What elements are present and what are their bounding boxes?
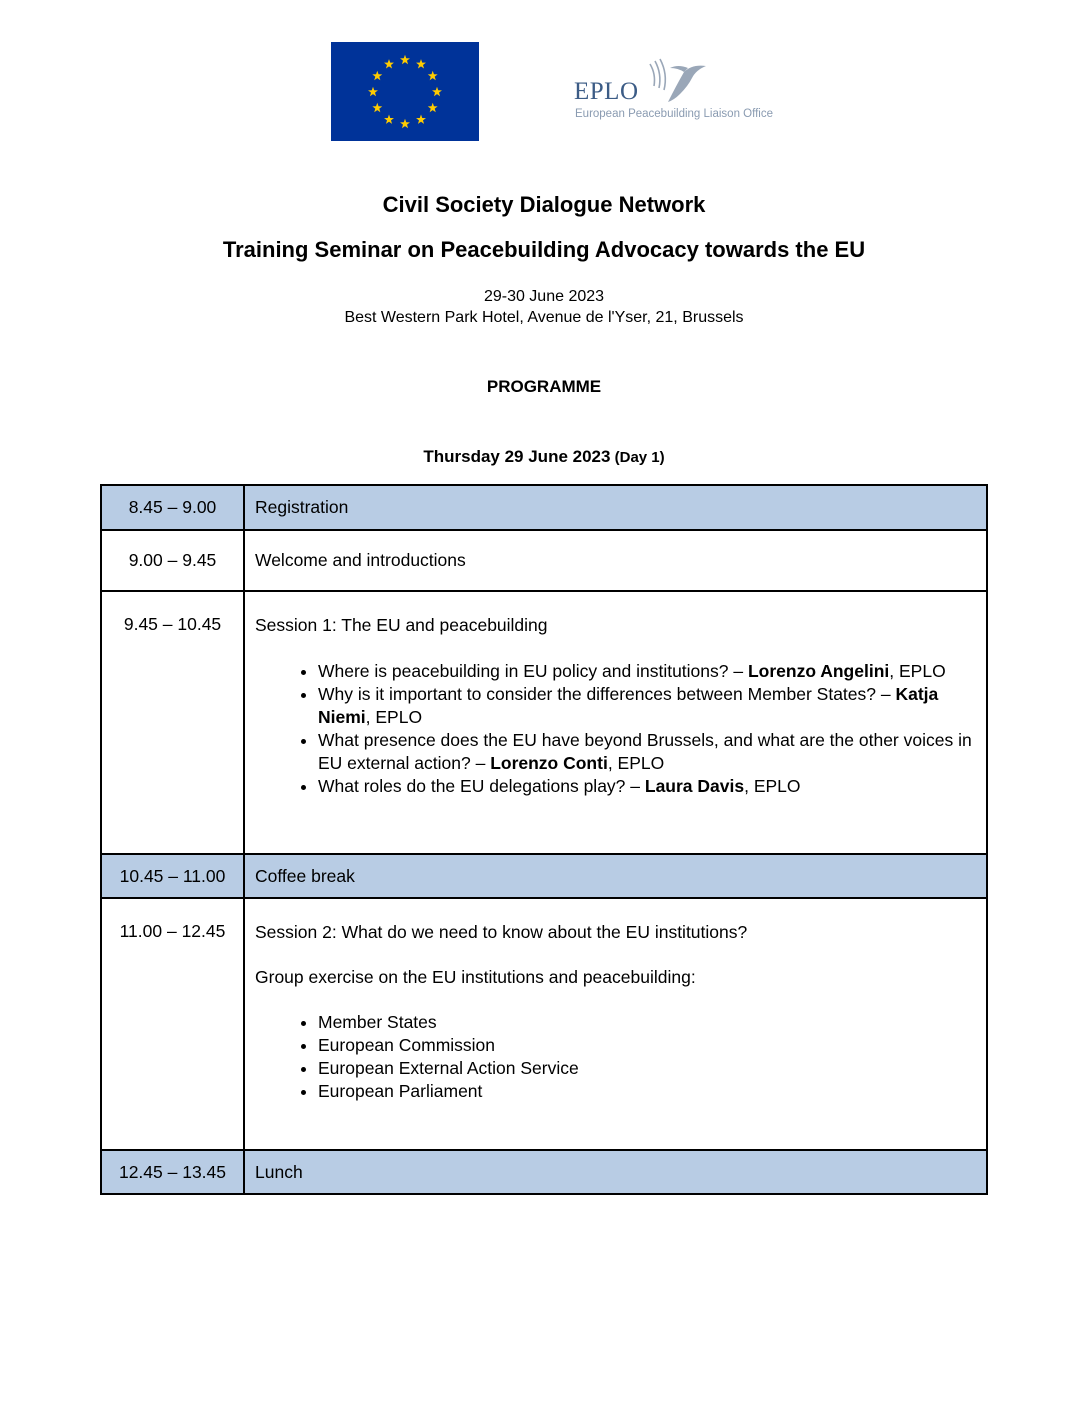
eplo-logo-text: EPLO xyxy=(574,78,639,105)
eplo-logo xyxy=(574,52,794,127)
eu-star-icon xyxy=(400,119,410,128)
list-item: • European External Action Service xyxy=(318,1057,980,1080)
topic-question: What presence does the EU have beyond Brussels, and what are the other voices in EU external action? – xyxy=(318,730,972,773)
speaker-org: , EPLO xyxy=(607,753,665,773)
schedule-row xyxy=(101,898,987,1150)
day-heading xyxy=(0,447,1088,467)
eu-star-icon xyxy=(416,59,426,68)
eu-star-icon xyxy=(384,115,394,124)
eu-star-icon xyxy=(368,87,378,96)
speaker-org: , EPLO xyxy=(365,707,423,727)
schedule-item xyxy=(244,898,987,1150)
list-item xyxy=(318,775,980,798)
schedule-time: 8.45 – 9.00 xyxy=(101,485,244,530)
eplo-logo-subtitle: European Peacebuilding Liaison Office xyxy=(575,108,773,120)
eu-star-icon xyxy=(372,71,382,80)
eu-star-icon xyxy=(372,103,382,112)
schedule-row xyxy=(101,854,987,898)
eu-star-icon xyxy=(428,103,438,112)
speaker-org: , EPLO xyxy=(889,661,946,681)
day-heading-suffix: (Day 1) xyxy=(610,449,665,466)
programme-heading: PROGRAMME xyxy=(486,377,602,396)
day-heading-date: Thursday 29 June 2023 xyxy=(423,447,611,466)
speaker-org: , EPLO xyxy=(744,776,801,796)
topic-question: Where is peacebuilding in EU policy and institutions? – xyxy=(318,661,748,681)
session-title: Session 2: What do we need to know about the EU institutions? xyxy=(255,922,748,942)
event-venue: Best Western Park Hotel, Avenue de l'Yser, 21, Brussels xyxy=(344,309,744,326)
topic-question: Why is it important to consider the differences between Member States? – xyxy=(318,684,896,704)
topic-question: What roles do the EU delegations play? – xyxy=(318,776,645,796)
session-subtitle: Group exercise on the EU institutions and peacebuilding: xyxy=(255,967,696,987)
list-item: • European Parliament xyxy=(318,1080,980,1103)
eplo-bird-icon xyxy=(640,56,720,106)
schedule-item: Coffee break xyxy=(244,854,987,898)
schedule-item xyxy=(244,591,987,854)
schedule-time: 12.45 – 13.45 xyxy=(101,1150,244,1194)
list-item: • Member States xyxy=(318,1011,980,1034)
schedule-item: Registration xyxy=(244,485,987,530)
list-item xyxy=(318,683,980,729)
eu-star-icon xyxy=(400,55,410,64)
schedule-row xyxy=(101,530,987,591)
list-item xyxy=(318,660,980,683)
eu-star-icon xyxy=(428,71,438,80)
schedule-time: 10.45 – 11.00 xyxy=(101,854,244,898)
eu-star-icon xyxy=(432,87,442,96)
session-2-institutions xyxy=(255,1011,980,1103)
schedule-row xyxy=(101,591,987,854)
schedule-row xyxy=(101,1150,987,1194)
document-title: Civil Society Dialogue Network xyxy=(382,192,706,217)
session-title: Session 1: The EU and peacebuilding xyxy=(255,615,548,635)
speaker-name: Lorenzo Conti xyxy=(490,753,608,773)
speaker-name: Laura Davis xyxy=(644,776,745,796)
session-1-topics xyxy=(255,660,980,798)
schedule-row xyxy=(101,485,987,530)
speaker-name: Lorenzo Angelini xyxy=(747,661,890,681)
eu-star-icon xyxy=(384,59,394,68)
speaker-name: Katja Niemi xyxy=(318,684,939,727)
schedule-time: 9.45 – 10.45 xyxy=(101,591,244,854)
list-item xyxy=(318,729,980,775)
document-subtitle: Training Seminar on Peacebuilding Advocacy towards the EU xyxy=(222,237,866,262)
schedule-item: Lunch xyxy=(244,1150,987,1194)
eu-flag-logo xyxy=(331,42,479,141)
schedule-item: Welcome and introductions xyxy=(244,530,987,591)
event-dates: 29-30 June 2023 xyxy=(483,288,605,305)
schedule-time: 11.00 – 12.45 xyxy=(101,898,244,1150)
eu-star-icon xyxy=(416,115,426,124)
list-item: • European Commission xyxy=(318,1034,980,1057)
eu-stars-icon xyxy=(331,42,479,141)
schedule-table xyxy=(100,484,988,1195)
schedule-time: 9.00 – 9.45 xyxy=(101,530,244,591)
